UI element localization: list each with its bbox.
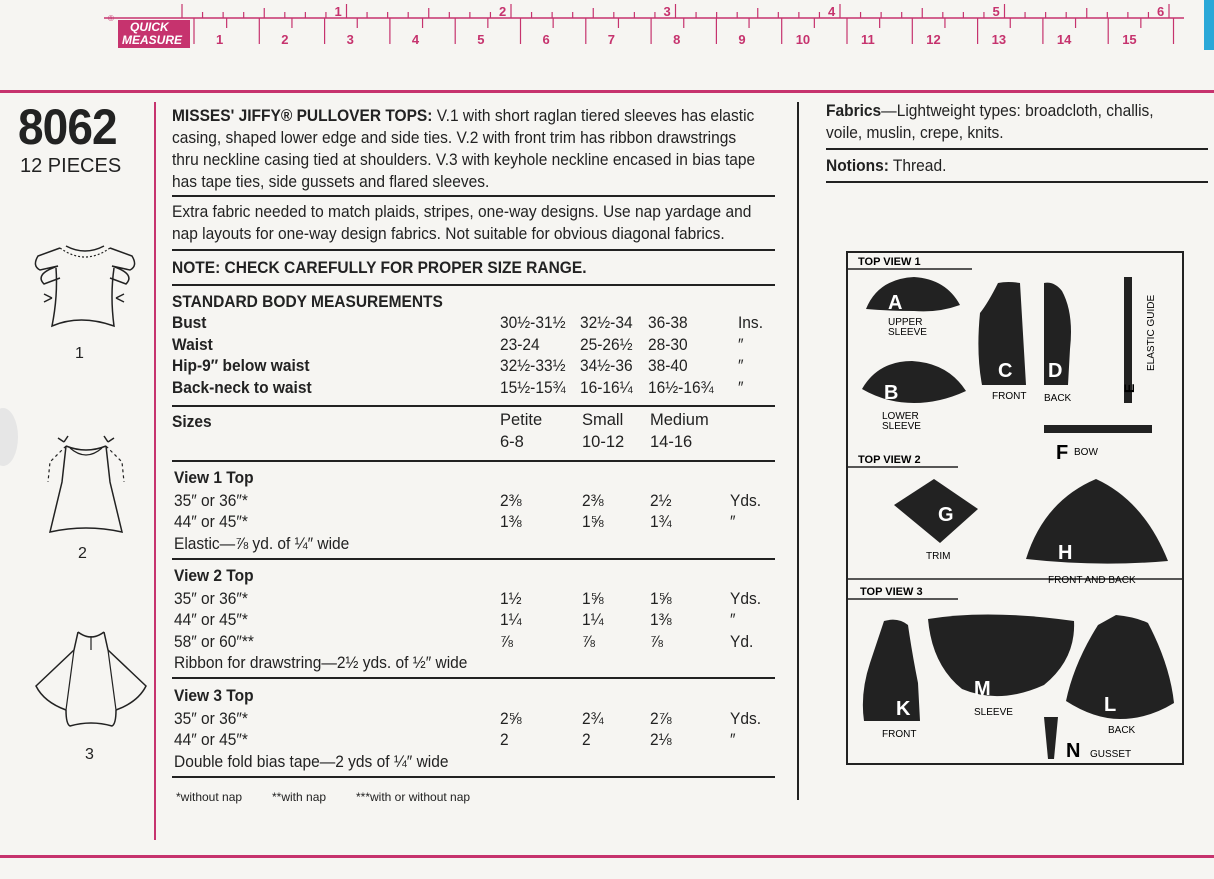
yardage-small xyxy=(582,709,605,731)
yardage-medium-text: 2½ xyxy=(650,491,672,510)
yardage-medium xyxy=(650,610,673,632)
yardage-petite xyxy=(500,589,523,611)
view1-number: 1 xyxy=(75,345,84,362)
piece-a-label: UPPER xyxy=(888,317,923,328)
measurement-label xyxy=(172,335,215,357)
yardage-width-label-text: 44″ or 45″* xyxy=(174,731,248,749)
piece-k-shape xyxy=(863,620,920,721)
pattern-pieces-diagram xyxy=(846,251,1184,765)
middle-divider xyxy=(797,102,799,800)
ruler-ticks xyxy=(182,4,1174,47)
view-notion-note xyxy=(174,653,486,675)
piece-g-shape xyxy=(894,479,978,543)
size-range: 6-8 xyxy=(500,432,524,451)
yardage-small xyxy=(582,632,596,654)
yardage-unit xyxy=(730,730,736,752)
yardage-small xyxy=(582,512,605,534)
measurement-medium-text: 28-30 xyxy=(648,335,688,354)
yardage-small xyxy=(582,730,591,752)
page-edge-strip xyxy=(1204,0,1214,50)
piece-n-shape xyxy=(1044,717,1058,759)
yardage-petite-text: 1⅜ xyxy=(500,513,522,531)
measurement-petite xyxy=(500,335,542,357)
measurement-unit xyxy=(738,378,744,400)
measurement-small xyxy=(580,356,636,378)
yardage-unit-text: Yds. xyxy=(730,709,762,728)
yardage-petite xyxy=(500,632,514,654)
yardage-width-label-text: 35″ or 36″* xyxy=(174,491,248,510)
piece-b-label-2: SLEEVE xyxy=(882,421,921,432)
yardage-medium-text: 1¾ xyxy=(650,513,672,531)
measurement-small xyxy=(580,313,636,335)
measurement-unit xyxy=(738,335,744,357)
piece-h-letter: H xyxy=(1058,542,1073,564)
rule xyxy=(172,249,775,251)
piece-l-letter: L xyxy=(1104,694,1117,716)
yardage-petite xyxy=(500,730,509,752)
yardage-small-text: 1¼ xyxy=(582,611,604,629)
pattern-number: 8062 xyxy=(18,99,117,155)
size-note xyxy=(172,257,613,279)
ruler-brand-quick: QUICK xyxy=(130,20,169,34)
yardage-petite-text: 2 xyxy=(500,731,509,749)
measurement-unit-text: ″ xyxy=(738,378,744,397)
measurement-label-text: Waist xyxy=(172,335,213,354)
rule xyxy=(172,195,775,197)
yardage-petite xyxy=(500,491,523,513)
ruler-cm-label: 9 xyxy=(738,32,746,47)
measurement-unit-text: Ins. xyxy=(738,314,764,332)
size-name: Small xyxy=(582,411,624,429)
notions-label: Notions: xyxy=(826,157,889,175)
yardage-width-label xyxy=(174,491,253,513)
description-block xyxy=(172,105,792,193)
yardage-width-label xyxy=(174,610,253,632)
piece-d-letter: D xyxy=(1048,360,1063,382)
section-label-view2: TOP VIEW 2 xyxy=(858,454,921,466)
size-range: 10-12 xyxy=(582,432,625,451)
piece-d-label: BACK xyxy=(1044,393,1072,404)
measurement-small-text: 34½-36 xyxy=(580,357,633,375)
measurement-small-text: 25-26½ xyxy=(580,335,633,354)
measurement-small-text: 16-16¼ xyxy=(580,378,633,397)
measurement-medium xyxy=(648,313,690,335)
measurement-petite xyxy=(500,356,570,378)
view-title xyxy=(174,468,259,490)
measurement-petite xyxy=(500,313,570,335)
yardage-small-text: 1⅝ xyxy=(582,513,604,531)
piece-a-label-2: SLEEVE xyxy=(888,327,927,338)
measurement-medium-text: 36-38 xyxy=(648,314,688,332)
description-line xyxy=(172,105,754,127)
measurement-unit-text: ″ xyxy=(738,335,744,354)
extra-fabric-note xyxy=(172,201,788,245)
yardage-width-label-text: 35″ or 36″* xyxy=(174,589,248,608)
ruler-inch-label: 1 xyxy=(334,4,342,19)
quick-measure-ruler xyxy=(104,4,1184,48)
view-title-text: View 2 Top xyxy=(174,567,254,585)
size-medium xyxy=(650,410,709,453)
ruler-inch-label: 3 xyxy=(663,4,671,19)
yardage-width-label xyxy=(174,589,253,611)
extra-fabric-line: nap layouts for one-way design fabrics. Not suitable for obvious diagonal fabrics. xyxy=(172,225,725,243)
pieces-count: 12 PIECES xyxy=(20,155,122,177)
footnote-with-nap: **with nap xyxy=(272,790,327,804)
measurement-unit xyxy=(738,313,765,335)
fabrics-label: Fabrics xyxy=(826,102,882,120)
yardage-medium xyxy=(650,709,673,731)
yardage-unit-text: Yds. xyxy=(730,589,762,608)
yardage-width-label xyxy=(174,512,253,534)
yardage-width-label-text: 35″ or 36″* xyxy=(174,709,248,728)
size-name: Petite xyxy=(500,411,543,429)
description-line: has tape ties, side gussets and flared sleeves. xyxy=(172,173,490,191)
view-notion-note-text: Ribbon for drawstring—2½ yds. of ½″ wide xyxy=(174,654,468,672)
measurement-petite-text: 32½-33½ xyxy=(500,357,566,375)
size-name: Medium xyxy=(650,411,709,429)
measurement-small-text: 32½-34 xyxy=(580,314,633,332)
view1-illustration xyxy=(30,226,140,351)
size-range: 14-16 xyxy=(650,432,693,451)
yardage-unit xyxy=(730,589,763,611)
view2-number: 2 xyxy=(78,545,87,562)
yardage-unit-text: Yd. xyxy=(730,632,754,651)
rule xyxy=(172,284,775,286)
piece-n-label: GUSSET xyxy=(1090,749,1132,760)
ruler-brand-measure: MEASURE xyxy=(122,33,183,47)
ruler-cm-label: 14 xyxy=(1056,32,1072,47)
yardage-width-label xyxy=(174,632,259,654)
yardage-medium xyxy=(650,730,673,752)
footnote-without-nap: *without nap xyxy=(176,790,243,804)
piece-g-letter: G xyxy=(938,504,954,526)
yardage-petite-text: 1½ xyxy=(500,589,522,608)
yardage-unit xyxy=(730,632,755,654)
piece-b-shape xyxy=(862,361,966,403)
piece-m-shape xyxy=(928,614,1074,696)
fabrics-text: —Lightweight types: broadcloth, challis, xyxy=(881,102,1154,120)
fabrics-block xyxy=(826,100,1211,144)
view-notion-note-text: Double fold bias tape—2 yds of ¼″ wide xyxy=(174,752,449,771)
view-title-text: View 3 Top xyxy=(174,687,254,705)
yardage-small-text: 2 xyxy=(582,731,591,749)
yardage-petite xyxy=(500,512,523,534)
measurement-label-text: Hip-9″ below waist xyxy=(172,357,310,375)
yardage-petite xyxy=(500,709,523,731)
view-title-text: View 1 Top xyxy=(174,469,254,487)
svg-text:®: ® xyxy=(108,14,114,23)
description-title: MISSES' JIFFY® PULLOVER TOPS: xyxy=(172,107,433,125)
yardage-small xyxy=(582,491,605,513)
ruler-cm-label: 4 xyxy=(411,32,420,47)
piece-n-letter: N xyxy=(1066,740,1081,762)
piece-c-letter: C xyxy=(998,360,1013,382)
ruler-cm-label: 6 xyxy=(542,32,550,47)
piece-c-label: FRONT xyxy=(992,391,1027,402)
piece-g-label: TRIM xyxy=(926,551,951,562)
yardage-small xyxy=(582,610,605,632)
rule xyxy=(172,677,775,679)
notions-line xyxy=(826,155,946,177)
yardage-unit-text: ″ xyxy=(730,513,736,531)
rule xyxy=(826,148,1208,150)
rule xyxy=(172,460,775,462)
yardage-small-text: 1⅝ xyxy=(582,589,604,608)
yardage-unit xyxy=(730,491,763,513)
yardage-medium-text: 1⅝ xyxy=(650,589,672,608)
sizes-label-text: Sizes xyxy=(172,413,212,431)
measurement-unit xyxy=(738,356,744,378)
piece-f-label: BOW xyxy=(1074,447,1098,458)
left-divider xyxy=(154,102,156,840)
view-notion-note-text: Elastic—⅞ yd. of ¼″ wide xyxy=(174,534,350,553)
yardage-width-label-text: 44″ or 45″* xyxy=(174,513,248,531)
ruler-cm-label: 11 xyxy=(861,32,875,47)
ruler-inch-label: 4 xyxy=(828,4,836,19)
view2-illustration xyxy=(36,432,136,547)
fabrics-line: voile, muslin, crepe, knits. xyxy=(826,124,1004,142)
yardage-petite-text: 2⅜ xyxy=(500,491,522,510)
piece-b-letter: B xyxy=(884,382,899,404)
piece-k-letter: K xyxy=(896,698,911,720)
yardage-width-label xyxy=(174,730,253,752)
view1-top-drawing xyxy=(30,226,140,346)
piece-l-label: BACK xyxy=(1108,725,1136,736)
yardage-medium xyxy=(650,491,673,513)
ruler-cm-label: 3 xyxy=(346,32,354,47)
measurement-medium-text: 38-40 xyxy=(648,357,688,375)
rule xyxy=(172,558,775,560)
yardage-medium-text: 1⅜ xyxy=(650,611,672,629)
yardage-unit-text: Yds. xyxy=(730,491,762,510)
view-title xyxy=(174,686,259,708)
measurement-label-text: Bust xyxy=(172,314,207,332)
yardage-medium xyxy=(650,632,664,654)
view3-number: 3 xyxy=(85,746,94,763)
measurement-petite-text: 15½-15¾ xyxy=(500,378,566,397)
ruler-inch-label: 2 xyxy=(499,4,507,19)
size-petite xyxy=(500,410,542,453)
piece-b-label: LOWER xyxy=(882,411,919,422)
size-small xyxy=(582,410,624,453)
measurements-heading-text: STANDARD BODY MEASUREMENTS xyxy=(172,293,443,311)
rule xyxy=(172,776,775,778)
ruler-cm-label: 15 xyxy=(1122,32,1137,47)
yardage-unit xyxy=(730,709,763,731)
piece-l-shape xyxy=(1066,615,1174,719)
yardage-unit xyxy=(730,610,736,632)
rule xyxy=(826,181,1208,183)
view3-top-drawing xyxy=(30,628,152,738)
ruler-graphic xyxy=(104,4,1184,48)
yardage-petite-text: ⅞ xyxy=(500,632,513,651)
piece-e-letter: E xyxy=(1121,383,1137,393)
measurements-heading xyxy=(172,291,460,313)
measurement-medium-text: 16½-16¾ xyxy=(648,378,714,397)
measurement-label xyxy=(172,378,321,400)
pattern-pieces-graphic xyxy=(848,253,1182,763)
yardage-unit xyxy=(730,512,736,534)
yardage-unit-text: ″ xyxy=(730,611,736,629)
yardage-small-text: 2⅜ xyxy=(582,491,604,510)
yardage-petite-text: 1¼ xyxy=(500,611,522,629)
measurement-label-text: Back-neck to waist xyxy=(172,378,312,397)
yardage-small xyxy=(582,589,605,611)
piece-m-label: SLEEVE xyxy=(974,707,1013,718)
measurement-medium xyxy=(648,335,690,357)
ruler-cm-label: 13 xyxy=(991,32,1007,47)
size-note-text: NOTE: CHECK CAREFULLY FOR PROPER SIZE RANGE. xyxy=(172,259,587,277)
ruler-cm-label: 2 xyxy=(281,32,289,47)
extra-fabric-line: Extra fabric needed to match plaids, stripes, one-way designs. Use nap yardage and xyxy=(172,203,752,221)
ruler-inch-label: 6 xyxy=(1157,4,1165,19)
piece-f-letter: F xyxy=(1056,442,1069,464)
ruler-inch-label: 5 xyxy=(992,4,1000,19)
section-label-view1: TOP VIEW 1 xyxy=(858,256,921,268)
yardage-small-text: 2¾ xyxy=(582,709,604,728)
yardage-medium xyxy=(650,512,673,534)
view3-illustration xyxy=(30,628,152,743)
yardage-petite-text: 2⅝ xyxy=(500,709,522,728)
measurement-petite-text: 30½-31½ xyxy=(500,314,566,332)
rule xyxy=(172,405,775,407)
yardage-width-label-text: 58″ or 60″** xyxy=(174,632,254,651)
fabrics-line xyxy=(826,100,1154,122)
piece-a-shape xyxy=(866,277,960,311)
footnote-with-or-without-nap: ***with or without nap xyxy=(356,790,471,804)
measurement-unit-text: ″ xyxy=(738,357,744,375)
ruler-cm-label: 8 xyxy=(673,32,681,47)
measurement-label xyxy=(172,313,209,335)
yardage-medium-text: 2⅞ xyxy=(650,709,672,728)
piece-k-label: FRONT xyxy=(882,729,917,740)
measurement-medium xyxy=(648,356,690,378)
ruler-cm-label: 12 xyxy=(926,32,941,47)
yardage-medium xyxy=(650,589,673,611)
description-text: V.1 with short raglan tiered sleeves has elastic xyxy=(432,107,755,125)
measurement-medium xyxy=(648,378,718,400)
view2-top-drawing xyxy=(36,432,136,542)
piece-h-shape xyxy=(1026,479,1168,564)
section-label-view3: TOP VIEW 3 xyxy=(860,586,923,598)
yardage-medium-text: ⅞ xyxy=(650,632,663,651)
notions-text: Thread. xyxy=(888,157,947,175)
measurement-petite xyxy=(500,378,570,400)
measurement-petite-text: 23-24 xyxy=(500,335,540,354)
view-notion-note xyxy=(174,752,466,774)
piece-a-letter: A xyxy=(888,292,903,314)
piece-h-label: FRONT AND BACK xyxy=(1048,575,1136,586)
yardage-petite xyxy=(500,610,523,632)
sizes-label xyxy=(172,412,214,434)
yardage-small-text: ⅞ xyxy=(582,632,595,651)
measurement-label xyxy=(172,356,318,378)
ruler-cm-label: 1 xyxy=(216,32,224,47)
yardage-unit-text: ″ xyxy=(730,731,736,749)
yardage-width-label xyxy=(174,709,253,731)
description-line: thru neckline casing tied at shoulders. V.3 with keyhole neckline encased in bias tape xyxy=(172,151,756,169)
yardage-medium-text: 2⅛ xyxy=(650,731,672,749)
piece-f-shape xyxy=(1044,425,1152,433)
yardage-width-label-text: 44″ or 45″* xyxy=(174,611,248,629)
piece-e-label: ELASTIC GUIDE xyxy=(1146,294,1157,371)
measurement-small xyxy=(580,378,636,400)
ruler-cm-label: 7 xyxy=(607,32,616,47)
description-line: casing, shaped lower edge and side ties. V.2 with front trim has ribbon drawstrings xyxy=(172,129,737,147)
view-notion-note xyxy=(174,534,361,556)
ruler-cm-label: 10 xyxy=(795,32,811,47)
view-title xyxy=(174,566,259,588)
ruler-cm-label: 5 xyxy=(477,32,485,47)
piece-m-letter: M xyxy=(974,678,991,700)
measurement-small xyxy=(580,335,636,357)
notions-block xyxy=(826,155,954,177)
